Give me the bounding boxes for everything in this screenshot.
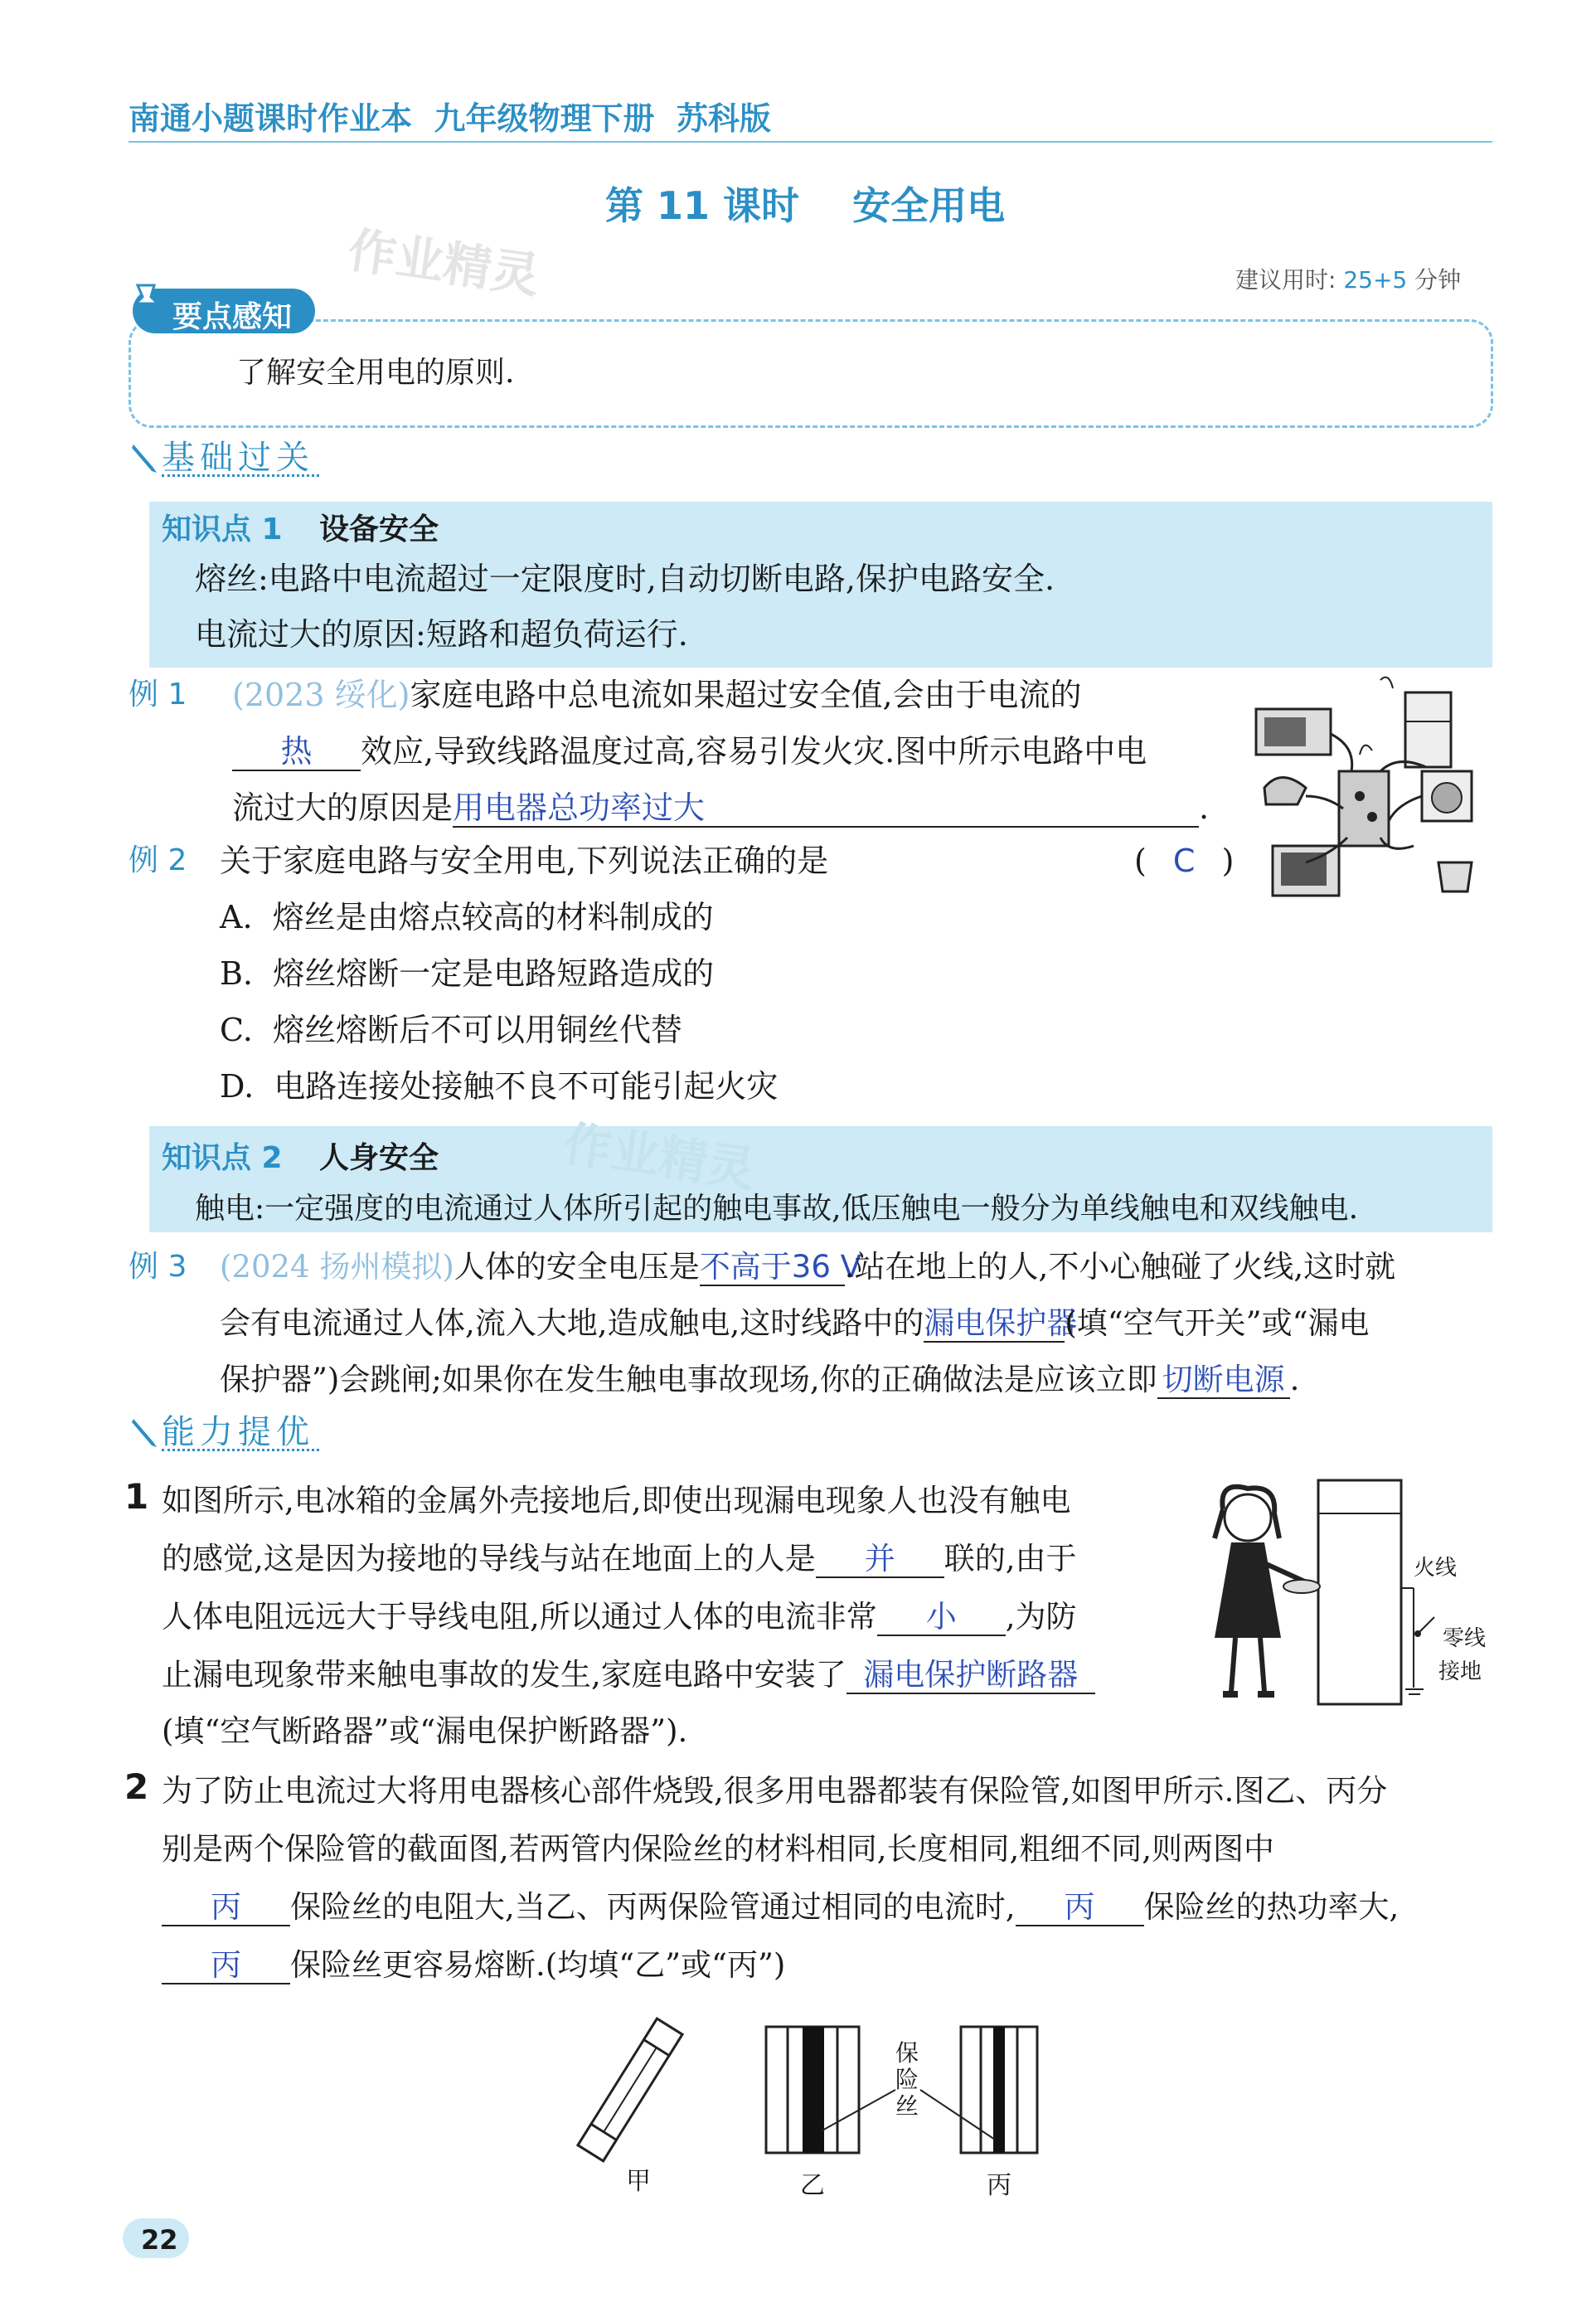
q2-line2: 别是两个保险管的截面图,若两管内保险丝的材料相同,长度相同,粗细不同,则两图中	[162, 1831, 1275, 1867]
ex3-line3	[220, 1355, 1299, 1405]
ex2-bracket-close: )	[1221, 843, 1235, 879]
q1-text-e: ,为防	[1005, 1599, 1077, 1635]
fig-label-bing: 丙	[987, 2171, 1011, 2200]
q1-answer-breaker[interactable]: 漏电保护断路器	[847, 1659, 1095, 1694]
ex1-answer-overload[interactable]: 用电器总功率过大	[453, 791, 1199, 828]
ex2-option-b: B. 熔丝熔断一定是电路短路造成的	[220, 955, 715, 992]
q1-answer-connection[interactable]: 并	[816, 1542, 944, 1578]
header-rule	[129, 141, 1492, 143]
ex3-text-a: 人体的安全电压是	[454, 1249, 700, 1285]
ex3-text-c: 会有电流通过人体,流入大地,造成触电,这时线路中的	[220, 1305, 924, 1341]
fig-live-wire-label: 火线	[1414, 1556, 1458, 1581]
page-number: 22	[141, 2224, 178, 2256]
ex2-bracket[interactable]	[1134, 836, 1234, 886]
ex2-bracket-open: (	[1134, 843, 1147, 879]
q1-text-f: 止漏电现象带来触电事故的发生,家庭电路中安装了	[162, 1657, 847, 1693]
ex2-option-c: C. 熔丝熔断后不可以用铜丝代替	[220, 1012, 682, 1048]
kp1-line2: 电流过大的原因:短路和超负荷运行.	[195, 616, 688, 653]
ex1-answer-heat[interactable]: 热	[232, 735, 361, 771]
book-title: 南通小题课时作业本 九年级物理下册 苏科版	[129, 100, 771, 137]
ex2-question: 关于家庭电路与安全用电,下列说法正确的是	[220, 843, 829, 879]
q1-text-c: 联的,由于	[944, 1541, 1077, 1576]
ex2-answer: C	[1172, 843, 1196, 879]
q2-text-e: 保险丝更容易熔断.(均填“乙”或“丙”)	[290, 1947, 786, 1983]
time-value: 25+5	[1343, 266, 1408, 294]
time-unit: 分钟	[1414, 266, 1462, 294]
ex3-text-e: 保护器”)会跳闸;如果你在发生触电事故现场,你的正确做法是应该立即	[220, 1362, 1157, 1397]
ex2-option-a: A. 熔丝是由熔点较高的材料制成的	[220, 899, 714, 935]
ex1-text-b: 效应,导致线路温度过高,容易引发火灾.图中所示电路中电	[361, 733, 1147, 770]
kp2-title: 人身安全	[319, 1141, 439, 1175]
q2-line1: 为了防止电流过大将用电器核心部件烧毁,很多用电器都装有保险管,如图甲所示.图乙、丙分	[162, 1773, 1388, 1809]
ex1-text-d: .	[1199, 789, 1210, 826]
fig-ground-label: 接地	[1438, 1659, 1482, 1684]
watermark: 作业精灵	[344, 221, 543, 304]
q1-line4	[162, 1650, 1095, 1700]
pushpin-icon	[131, 282, 164, 322]
fuse-label: 保险丝	[895, 2039, 919, 2120]
q2-text-c: 保险丝的电阻大,当乙、丙两保险管通过相同的电流时,	[290, 1889, 1016, 1925]
kp2-watermark: 作业精灵	[560, 1115, 759, 1198]
ex3-text-f: .	[1289, 1362, 1300, 1397]
ex3-text-d: (填“空气开关”或“漏电	[1065, 1305, 1370, 1341]
q2-answer-resistance[interactable]: 丙	[162, 1891, 290, 1926]
fuse-tube-figure-jia	[572, 2007, 688, 2173]
kp2-label: 知识点 2	[162, 1141, 283, 1175]
pencil-icon	[129, 440, 162, 476]
ex1-line2	[232, 726, 1147, 776]
ex1-text-a: 家庭电路中总电流如果超过安全值,会由于电流的	[410, 677, 1082, 713]
q1-line5: (填“空气断路器”或“漏电保护断路器”).	[162, 1713, 688, 1749]
pencil-icon	[129, 1414, 162, 1450]
ex3-text-b: .站在地上的人,不小心触碰了火线,这时就	[844, 1249, 1396, 1285]
q1-answer-current[interactable]: 小	[877, 1601, 1006, 1636]
appliance-overload-illustration	[1248, 672, 1497, 904]
ex3-line1	[220, 1242, 1395, 1292]
ex1-source: (2023 绥化)	[232, 677, 410, 713]
q2-answer-power[interactable]: 丙	[1016, 1891, 1144, 1926]
q1-number: 1	[124, 1476, 149, 1517]
ex2-option-d: D. 电路连接处接触不良不可能引起火灾	[220, 1068, 779, 1105]
kp2-line1: 触电:一定强度的电流通过人体所引起的触电事故,低压触电一般分为单线触电和双线触电.	[195, 1192, 1359, 1226]
q2-line3	[162, 1882, 1399, 1932]
advanced-heading-underline	[162, 1449, 319, 1451]
advanced-heading: 能力提优	[162, 1413, 314, 1451]
q1-text-d: 人体电阻远远大于导线电阻,所以通过人体的电流非常	[162, 1599, 877, 1635]
basic-heading-underline	[162, 474, 319, 477]
lesson-title: 第 11 课时 安全用电	[605, 183, 1006, 228]
q1-line2	[162, 1534, 1077, 1584]
q2-line4	[162, 1941, 785, 1990]
basic-heading: 基础过关	[162, 439, 314, 477]
ex3-source: (2024 扬州模拟)	[220, 1249, 454, 1285]
fig-neutral-wire-label: 零线	[1443, 1626, 1487, 1651]
q2-answer-melt[interactable]: 丙	[162, 1949, 290, 1984]
kp1-title: 设备安全	[319, 512, 439, 546]
kp1-line1: 熔丝:电路中电流超过一定限度时,自动切断电路,保护电路安全.	[195, 561, 1055, 597]
q1-text-b: 的感觉,这是因为接地的导线与站在地面上的人是	[162, 1541, 816, 1576]
kp1-label: 知识点 1	[162, 512, 283, 546]
key-points-content: 了解安全用电的原则.	[236, 356, 515, 390]
fig-label-yi: 乙	[800, 2171, 825, 2200]
ex3-line2	[220, 1299, 1369, 1348]
q1-line3	[162, 1592, 1077, 1642]
ex3-answer-action[interactable]: 切断电源	[1157, 1363, 1290, 1399]
ex3-label: 例 3	[129, 1250, 187, 1284]
time-label: 建议用时:	[1235, 266, 1336, 294]
ex1-label: 例 1	[129, 678, 187, 712]
ex1-line3	[232, 783, 1209, 833]
ex1-line1	[232, 670, 1082, 720]
key-points-heading: 要点感知	[172, 300, 293, 334]
fig-label-jia: 甲	[626, 2167, 651, 2196]
q1-line1: 如图所示,电冰箱的金属外壳接地后,即使出现漏电现象人也没有触电	[162, 1483, 1071, 1518]
q2-number: 2	[124, 1766, 149, 1807]
ex3-answer-device[interactable]: 漏电保护器	[924, 1305, 1078, 1341]
ex3-answer-voltage[interactable]: 不高于36 V	[699, 1249, 861, 1285]
ex1-text-c: 流过大的原因是	[232, 789, 454, 826]
recommended-time	[1235, 262, 1461, 295]
ex2-label: 例 2	[129, 843, 187, 877]
q2-text-d: 保险丝的热功率大,	[1143, 1889, 1400, 1925]
